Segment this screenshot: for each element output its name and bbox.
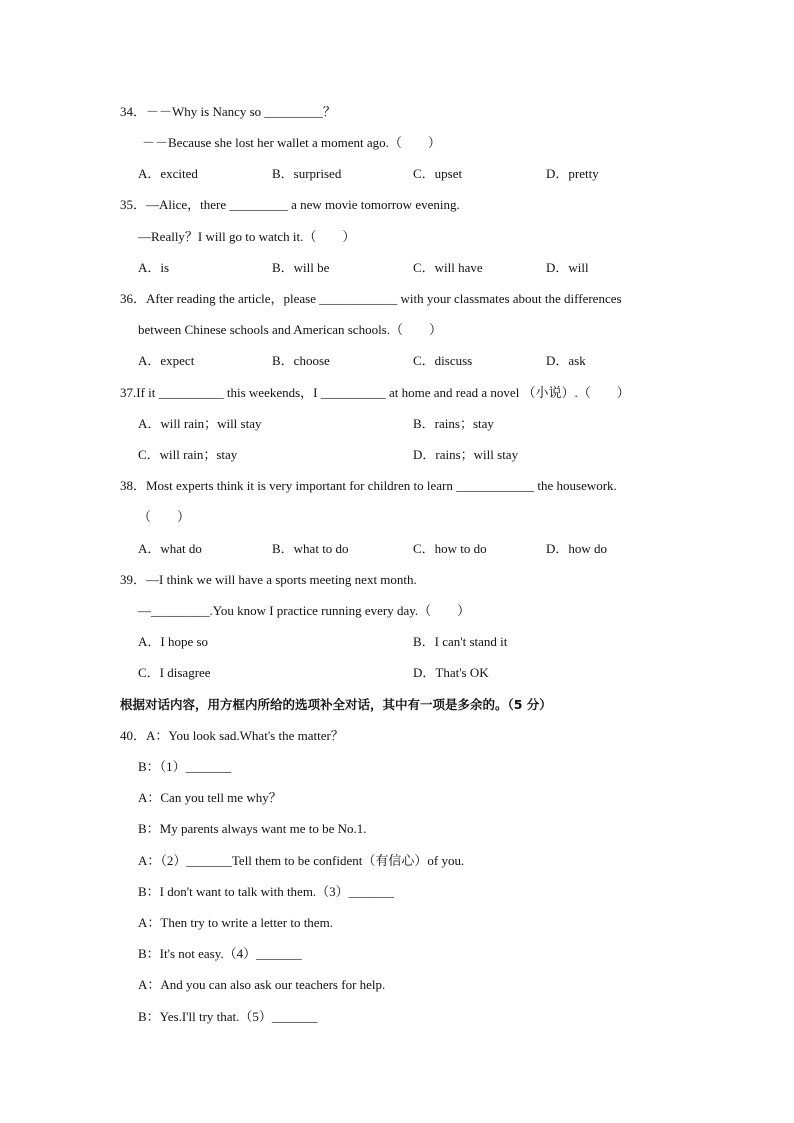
question-34-option-d: D．pretty	[546, 166, 599, 181]
question-35-option-b: B．will be	[272, 260, 330, 275]
question-35-option-c: C．will have	[413, 260, 483, 275]
question-35-option-d: D．will	[546, 260, 589, 275]
question-34-option-a: A．excited	[138, 166, 198, 181]
question-34-option-c: C．upset	[413, 166, 463, 181]
question-38-stem: 38．Most experts think it is very important for children to learn ____________ the housework.	[120, 478, 617, 493]
dialogue-line: B：（1）_______	[138, 759, 232, 774]
question-37-option-a: A．will rain；will stay	[138, 416, 262, 431]
dialogue-line: B：My parents always want me to be No.1.	[138, 821, 367, 836]
dialogue-line: A：Then try to write a letter to them.	[138, 915, 333, 930]
question-38-answer-paren: （ ）	[138, 509, 191, 524]
question-36-option-a: A．expect	[138, 353, 195, 368]
question-35-stem: 35．—Alice，there _________ a new movie tomorrow evening.	[120, 197, 460, 212]
question-36-stem-continued: between Chinese schools and American schools.（ ）	[138, 322, 442, 337]
section-instructions: 根据对话内容，用方框内所给的选项补全对话，其中有一项是多余的。（5 分）	[120, 697, 552, 712]
question-36-option-c: C．discuss	[413, 353, 473, 368]
question-35-reply: —Really？I will go to watch it.（ ）	[138, 229, 356, 244]
question-39-option-c: C．I disagree	[138, 665, 211, 680]
dialogue-line: B：Yes.I'll try that.（5）_______	[138, 1009, 318, 1024]
question-36-option-d: D．ask	[546, 353, 586, 368]
question-39-option-a: A．I hope so	[138, 634, 209, 649]
question-38-option-d: D．how do	[546, 541, 608, 556]
question-39-option-b: B．I can't stand it	[413, 634, 508, 649]
question-37-option-c: C．will rain；stay	[138, 447, 238, 462]
question-36-stem: 36．After reading the article，please ____________ with your classmates about the differences	[120, 291, 622, 306]
question-34-option-b: B．surprised	[272, 166, 342, 181]
dialogue-line: B：I don't want to talk with them.（3）_______	[138, 884, 395, 899]
question-38-option-a: A．what do	[138, 541, 202, 556]
question-39-stem: 39．—I think we will have a sports meeting next month.	[120, 572, 417, 587]
question-38-option-c: C．how to do	[413, 541, 487, 556]
question-39-reply: —_________.You know I practice running every day.（ ）	[138, 603, 471, 618]
question-34-stem: 34．－－Why is Nancy so _________？	[120, 104, 336, 119]
dialogue-line: B：It's not easy.（4）_______	[138, 946, 302, 961]
question-37-stem: 37.If it __________ this weekends，I __________ at home and read a novel （小说）.（ ）	[120, 385, 630, 400]
question-37-option-d: D．rains；will stay	[413, 447, 519, 462]
question-37-option-b: B．rains；stay	[413, 416, 494, 431]
question-38-option-b: B．what to do	[272, 541, 349, 556]
dialogue-line: A：Can you tell me why？	[138, 790, 282, 805]
question-36-option-b: B．choose	[272, 353, 330, 368]
dialogue-line: A：And you can also ask our teachers for help.	[138, 977, 386, 992]
question-39-option-d: D．That's OK	[413, 665, 489, 680]
question-35-option-a: A．is	[138, 260, 170, 275]
question-34-reply: －－Because she lost her wallet a moment ago.（ ）	[142, 135, 441, 150]
dialogue-intro: 40．A：You look sad.What's the matter？	[120, 728, 344, 743]
dialogue-line: A：（2）_______Tell them to be confident（有信心）of you.	[138, 853, 465, 868]
